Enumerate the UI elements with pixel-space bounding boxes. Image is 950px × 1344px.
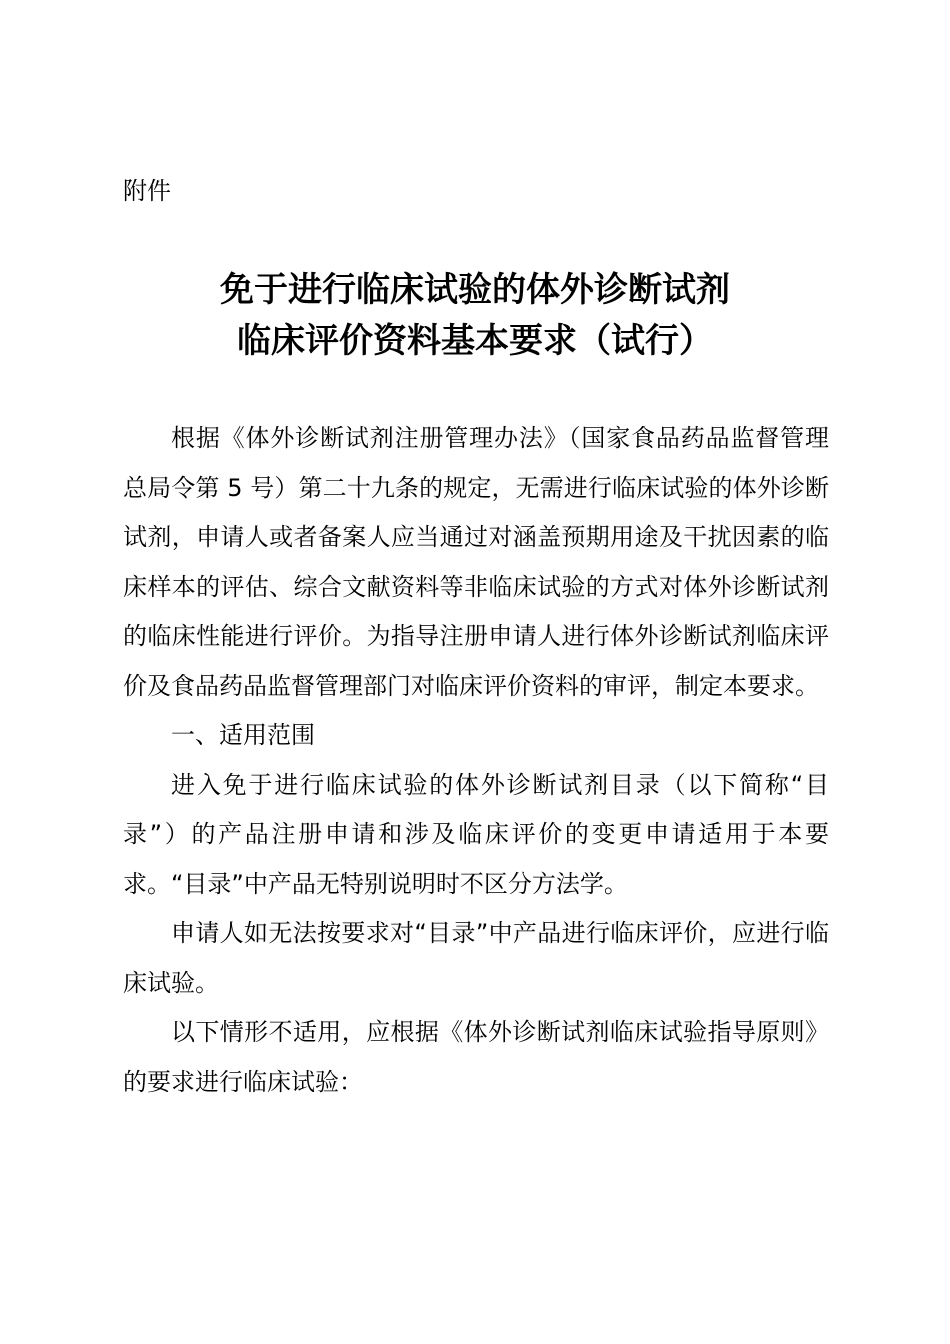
- attachment-label: 附件: [123, 177, 171, 205]
- section-heading-scope: 一、适用范围: [171, 721, 315, 749]
- paragraph-applicant: 申请人如无法按要求对“目录”中产品进行临床评价，应进行临床试验。: [123, 919, 829, 997]
- paragraph-scope: 进入免于进行临床试验的体外诊断试剂目录（以下简称“目录”）的产品注册申请和涉及临床评价的变更申请适用于本要求。“目录”中产品无特别说明时不区分方法学。: [123, 770, 829, 898]
- document-title: [0, 265, 950, 367]
- paragraph-intro: 根据《体外诊断试剂注册管理办法》（国家食品药品监督管理总局令第 5 号）第二十九条的规定，无需进行临床试验的体外诊断试剂，申请人或者备案人应当通过对涵盖预期用途及干扰因素的临床样本的评估、综合文献资料等非临床试验的方式对体外诊断试剂的临床性能进行评价。为指导注册申请人进行体外诊断试剂临床评价及食品药品监督管理部门对临床评价资料的审评，制定本要求。: [123, 424, 829, 700]
- title-line-2: 临床评价资料基本要求（试行）: [237, 321, 713, 361]
- paragraph-exclusions: 以下情形不适用，应根据《体外诊断试剂临床试验指导原则》的要求进行临床试验：: [123, 1018, 829, 1096]
- title-line-1: 免于进行临床试验的体外诊断试剂: [220, 270, 730, 310]
- document-body: [123, 414, 829, 1107]
